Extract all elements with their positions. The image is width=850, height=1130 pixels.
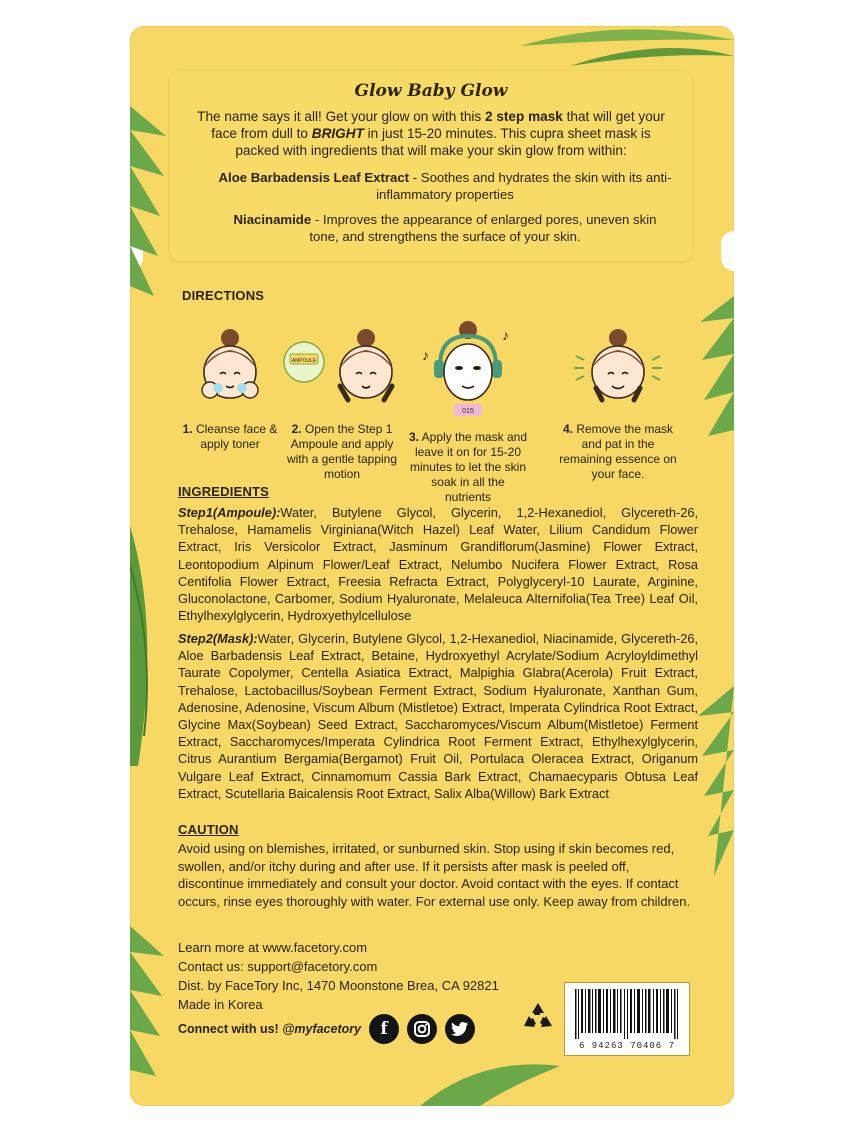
direction-step-4 [558, 326, 678, 482]
music-note-icon: ♪ [502, 327, 509, 343]
leaf-decoration-left-bottom [130, 926, 170, 1096]
direction-step-4-caption [558, 422, 678, 482]
direction-step-2 [282, 326, 402, 482]
key-ingredient-aloe [218, 169, 672, 203]
origin-line: Made in Korea [178, 997, 263, 1012]
cleanse-face-illustration [190, 326, 270, 410]
key-ingredient-aloe-desc: - Soothes and hydrates the skin with its anti-inflammatory properties [376, 170, 672, 202]
direction-step-3-text: Apply the mask and leave it on for 15-20 minutes to let the skin soak in all the nutrients [409, 430, 528, 504]
distributor-line: Dist. by FaceTory Inc, 1470 Moonstone Brea, CA 92821 [178, 978, 499, 993]
ampoule-label: AMPOULE [291, 358, 317, 364]
mask-packet [130, 26, 734, 1106]
leaf-decoration-right-middle [694, 296, 734, 456]
intro-text-a: The name says it all! Get your glow on with this [197, 109, 485, 124]
leaf-decoration-right-lower [692, 686, 734, 886]
direction-step-2-text: Open the Step 1 Ampoule and apply with a gentle tapping motion [286, 422, 398, 481]
direction-step-3-caption [408, 430, 528, 505]
barcode [564, 982, 690, 1056]
ingredients-step1-list: Water, Butylene Glycol, Glycerin, 1,2-Hexanediol, Glycereth-26, Trehalose, Hamamelis Virginiana(Witch Hazel) Leaf Water, Lilium Candidum Flower Extract, Iris Versicolor Extract, Jasminum Grandiflorum(Jasmine) Flower Extract, Leontopodium Alpinum Flower/Leaf Extract, Nelumbo Nucifera Flower Extract, Rosa Centifolia Flower Extract, Freesia Refracta Extract, Polyglyceryl-10 Laurate, Arginine, Gluconolactone, Carbomer, Sodium Hyaluronate, Melaleuca Alternifolia(Tea Tree) Leaf Oil, Ethylhexylglycerin, Hydroxyethylcellulose [178, 505, 698, 624]
product-title: Glow Baby Glow [354, 81, 508, 101]
key-ingredient-niacinamide-name: Niacinamide [233, 212, 312, 227]
directions-heading: DIRECTIONS [182, 288, 265, 303]
leaf-decoration-left-top [130, 106, 170, 326]
direction-step-1-text: Cleanse face & apply toner [192, 422, 278, 451]
packet-notch-right [721, 231, 734, 271]
ingredients-step1 [178, 504, 698, 624]
sheet-mask-illustration [418, 308, 518, 420]
email-line: Contact us: support@facetory.com [178, 959, 378, 974]
recycle-icon [520, 1000, 556, 1036]
direction-step-4-text: Remove the mask and pat in the remaining essence on your face. [559, 422, 677, 481]
intro-paragraph [188, 108, 674, 159]
social-label [178, 1022, 361, 1036]
key-ingredient-niacinamide-desc: - Improves the appearance of enlarged pores, uneven skin tone, and strengthens the surface of your skin. [309, 212, 657, 244]
website-line: Learn more at www.facetory.com [178, 940, 368, 955]
intro-text-e: in just 15-20 minutes. This cupra sheet mask is packed with ingredients that will make your skin glow from within: [235, 126, 651, 158]
ingredients-step2-list: Water, Glycerin, Butylene Glycol, 1,2-Hexanediol, Niacinamide, Glycereth-26, Aloe Barbadensis Leaf Extract, Betaine, Hydroxyethyl Acrylate/Sodium Acryloyldimethyl Taurate Copolymer, Centella Asiatica Extract, Malpighia Glabra(Acerola) Fruit Extract, Trehalose, Lactobacillus/Soybean Ferment Extract, Sodium Hyaluronate, Xanthan Gum, Adenosine, Adenosine, Viscum Album (Mistletoe) Extract, Imperata Cylindrica Root Extract, Glycine Max(Soybean) Seed Extract, Saccharomyces/Viscum Album(Mistletoe) Ferment Extract, Saccharomyces/Imperata Cylindrica Root Ferment Extract, Ethylhexylglycerin, Citrus Aurantium Bergamia(Bergamot) Fruit Oil, Portulaca Oleracea Extract, Origanum Vulgare Leaf Extract, Cinnamomum Cassia Bark Extract, Chamaecyparis Obtusa Leaf Extract, Scutellaria Baicalensis Root Extract, Salix Alba(Willow) Bark Extract [178, 631, 698, 801]
intro-text-emphasis-bright: BRIGHT [311, 126, 364, 141]
mask-tag-label: 015 [462, 408, 474, 415]
key-ingredient-niacinamide [218, 211, 672, 245]
ingredients-step2-lead: Step2(Mask): [178, 631, 258, 646]
pat-essence-illustration [568, 326, 668, 410]
leaf-decoration-bottom [420, 1056, 560, 1106]
intro-text-c: that will get your face from dull to [211, 109, 665, 141]
direction-step-3 [408, 308, 528, 505]
social-row [178, 1014, 475, 1044]
caution-heading: CAUTION [178, 822, 239, 837]
contact-info [178, 938, 499, 1014]
key-ingredient-aloe-name: Aloe Barbadensis Leaf Extract [218, 170, 410, 185]
connect-text: Connect with us! [178, 1022, 279, 1036]
ingredients-step2 [178, 630, 698, 802]
instagram-icon[interactable] [407, 1014, 437, 1044]
direction-step-1 [170, 326, 290, 452]
direction-step-2-caption [282, 422, 402, 482]
direction-step-1-number: 1. [182, 422, 193, 436]
twitter-icon[interactable] [445, 1014, 475, 1044]
barcode-number: 6 94263 70406 7 [578, 1041, 675, 1051]
social-handle: @myfacetory [282, 1022, 362, 1036]
facebook-icon[interactable]: f [369, 1014, 399, 1044]
ingredients-step1-lead: Step1(Ampoule): [178, 505, 281, 520]
music-note-icon: ♪ [422, 347, 429, 363]
direction-step-4-number: 4. [562, 422, 573, 436]
direction-step-1-caption [170, 422, 290, 452]
leaf-decoration-left-middle [130, 506, 166, 766]
ingredients-heading: INGREDIENTS [178, 484, 270, 499]
intro-text-emphasis-step: 2 step mask [485, 109, 563, 124]
caution-text: Avoid using on blemishes, irritated, or sunburned skin. Stop using if skin becomes red, swollen, and/or itchy during and after use. If it persists after mask is peeled off, discontinue immediately and consult your doctor. Avoid contact with the eyes. If contact occurs, rinse eyes thoroughly with water. For external use only. Keep away from children. [178, 841, 691, 909]
direction-step-3-number: 3. [408, 430, 419, 444]
intro-box [170, 71, 692, 261]
direction-step-2-number: 2. [291, 422, 302, 436]
ampoule-tap-illustration [282, 326, 412, 410]
